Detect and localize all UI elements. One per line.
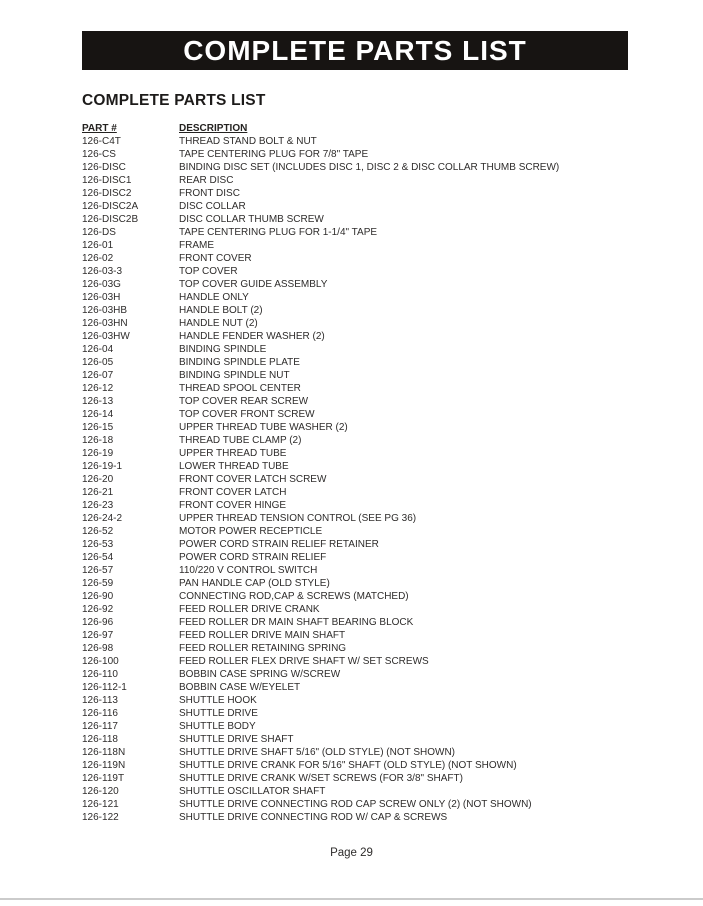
part-description: DISC COLLAR THUMB SCREW xyxy=(179,214,324,225)
table-header-row xyxy=(82,122,642,135)
part-number: 126-59 xyxy=(82,578,114,589)
part-number: 126-116 xyxy=(82,708,118,719)
table-row xyxy=(82,239,642,252)
part-description: REAR DISC xyxy=(179,175,234,186)
table-row xyxy=(82,382,642,395)
part-number: 126-07 xyxy=(82,370,114,381)
part-description: BINDING SPINDLE NUT xyxy=(179,370,290,381)
part-number: 126-DISC2A xyxy=(82,201,139,212)
table-row xyxy=(82,486,642,499)
page-bottom-edge xyxy=(0,898,703,900)
table-row xyxy=(82,343,642,356)
part-number: 126-118N xyxy=(82,747,126,758)
part-number: 126-02 xyxy=(82,253,114,264)
table-row xyxy=(82,694,642,707)
part-number: 126-CS xyxy=(82,149,116,160)
part-number: 126-03HB xyxy=(82,305,128,316)
part-description: POWER CORD STRAIN RELIEF xyxy=(179,552,327,563)
table-row xyxy=(82,148,642,161)
part-description: SHUTTLE DRIVE CONNECTING ROD CAP SCREW ONLY (2) (NOT SHOWN) xyxy=(179,799,532,810)
part-number: 126-05 xyxy=(82,357,114,368)
table-row xyxy=(82,473,642,486)
part-description: FEED ROLLER FLEX DRIVE SHAFT W/ SET SCREWS xyxy=(179,656,429,667)
part-description: TOP COVER FRONT SCREW xyxy=(179,409,315,420)
part-number: 126-54 xyxy=(82,552,114,563)
table-row xyxy=(82,447,642,460)
table-row xyxy=(82,135,642,148)
table-row xyxy=(82,668,642,681)
column-header-description: DESCRIPTION xyxy=(179,123,248,134)
part-description: FRONT COVER LATCH SCREW xyxy=(179,474,327,485)
part-description: HANDLE FENDER WASHER (2) xyxy=(179,331,325,342)
part-number: 126-03G xyxy=(82,279,121,290)
table-row xyxy=(82,811,642,824)
table-row xyxy=(82,759,642,772)
table-row xyxy=(82,291,642,304)
part-number: 126-01 xyxy=(82,240,114,251)
part-number: 126-118 xyxy=(82,734,118,745)
part-number: 126-DS xyxy=(82,227,116,238)
title-banner xyxy=(82,31,628,70)
part-number: 126-120 xyxy=(82,786,119,797)
part-number: 126-112-1 xyxy=(82,682,127,693)
part-description: HANDLE ONLY xyxy=(179,292,249,303)
part-number: 126-122 xyxy=(82,812,119,823)
part-number: 126-14 xyxy=(82,409,114,420)
part-description: THREAD TUBE CLAMP (2) xyxy=(179,435,302,446)
part-description: HANDLE BOLT (2) xyxy=(179,305,263,316)
table-row xyxy=(82,356,642,369)
table-row xyxy=(82,681,642,694)
table-row xyxy=(82,603,642,616)
part-description: MOTOR POWER RECEPTICLE xyxy=(179,526,323,537)
part-description: 110/220 V CONTROL SWITCH xyxy=(179,565,318,576)
part-description: SHUTTLE HOOK xyxy=(179,695,257,706)
part-number: 126-52 xyxy=(82,526,114,537)
part-description: SHUTTLE BODY xyxy=(179,721,256,732)
part-number: 126-03HN xyxy=(82,318,128,329)
part-number: 126-04 xyxy=(82,344,114,355)
part-number: 126-19-1 xyxy=(82,461,123,472)
table-row xyxy=(82,408,642,421)
table-row xyxy=(82,629,642,642)
table-row xyxy=(82,785,642,798)
part-description: SHUTTLE DRIVE xyxy=(179,708,258,719)
part-description: HANDLE NUT (2) xyxy=(179,318,258,329)
table-row xyxy=(82,226,642,239)
part-description: FRAME xyxy=(179,240,214,251)
part-description: THREAD STAND BOLT & NUT xyxy=(179,136,317,147)
part-description: SHUTTLE DRIVE CRANK W/SET SCREWS (FOR 3/8" SHAFT) xyxy=(179,773,463,784)
part-description: CONNECTING ROD,CAP & SCREWS (MATCHED) xyxy=(179,591,409,602)
part-number: 126-12 xyxy=(82,383,114,394)
part-description: BINDING SPINDLE PLATE xyxy=(179,357,300,368)
table-row xyxy=(82,317,642,330)
table-row xyxy=(82,655,642,668)
part-number: 126-97 xyxy=(82,630,114,641)
part-number: 126-21 xyxy=(82,487,114,498)
part-description: TOP COVER GUIDE ASSEMBLY xyxy=(179,279,328,290)
part-number: 126-DISC2B xyxy=(82,214,139,225)
part-number: 126-119N xyxy=(82,760,126,771)
table-row xyxy=(82,395,642,408)
table-row xyxy=(82,512,642,525)
table-row xyxy=(82,265,642,278)
table-row xyxy=(82,616,642,629)
parts-table xyxy=(82,122,642,824)
table-row xyxy=(82,590,642,603)
part-description: SHUTTLE DRIVE SHAFT 5/16" (OLD STYLE) (NOT SHOWN) xyxy=(179,747,456,758)
table-row xyxy=(82,421,642,434)
part-description: SHUTTLE DRIVE CRANK FOR 5/16" SHAFT (OLD STYLE) (NOT SHOWN) xyxy=(179,760,517,771)
table-row xyxy=(82,564,642,577)
part-number: 126-24-2 xyxy=(82,513,123,524)
table-row xyxy=(82,187,642,200)
part-number: 126-100 xyxy=(82,656,119,667)
part-number: 126-113 xyxy=(82,695,118,706)
part-number: 126-03HW xyxy=(82,331,130,342)
table-row xyxy=(82,304,642,317)
part-number: 126-53 xyxy=(82,539,114,550)
part-description: FRONT COVER xyxy=(179,253,252,264)
part-number: 126-110 xyxy=(82,669,118,680)
column-header-part: PART # xyxy=(82,123,117,134)
table-row xyxy=(82,746,642,759)
part-description: POWER CORD STRAIN RELIEF RETAINER xyxy=(179,539,379,550)
part-number: 126-03-3 xyxy=(82,266,123,277)
part-description: UPPER THREAD TENSION CONTROL (SEE PG 36) xyxy=(179,513,417,524)
part-description: SHUTTLE DRIVE CONNECTING ROD W/ CAP & SCREWS xyxy=(179,812,448,823)
table-row xyxy=(82,252,642,265)
part-description: FEED ROLLER RETAINING SPRING xyxy=(179,643,347,654)
part-number: 126-121 xyxy=(82,799,119,810)
table-rows xyxy=(82,135,642,824)
part-description: LOWER THREAD TUBE xyxy=(179,461,289,472)
table-row xyxy=(82,174,642,187)
table-row xyxy=(82,460,642,473)
table-row xyxy=(82,525,642,538)
table-row xyxy=(82,213,642,226)
part-description: TAPE CENTERING PLUG FOR 1-1/4" TAPE xyxy=(179,227,378,238)
part-number: 126-C4T xyxy=(82,136,121,147)
part-number: 126-98 xyxy=(82,643,114,654)
table-row xyxy=(82,200,642,213)
part-description: SHUTTLE DRIVE SHAFT xyxy=(179,734,294,745)
banner-title: COMPLETE PARTS LIST xyxy=(183,34,527,66)
table-row xyxy=(82,278,642,291)
part-number: 126-DISC2 xyxy=(82,188,132,199)
page-number: Page 29 xyxy=(330,847,373,859)
part-description: THREAD SPOOL CENTER xyxy=(179,383,301,394)
part-description: BINDING DISC SET (INCLUDES DISC 1, DISC 2 & DISC COLLAR THUMB SCREW) xyxy=(179,162,560,173)
part-number: 126-18 xyxy=(82,435,114,446)
part-number: 126-57 xyxy=(82,565,114,576)
part-description: BINDING SPINDLE xyxy=(179,344,267,355)
table-row xyxy=(82,798,642,811)
table-row xyxy=(82,772,642,785)
part-number: 126-119T xyxy=(82,773,125,784)
section-heading: COMPLETE PARTS LIST xyxy=(82,92,266,109)
part-description: FRONT COVER LATCH xyxy=(179,487,287,498)
part-description: FRONT DISC xyxy=(179,188,240,199)
part-number: 126-03H xyxy=(82,292,121,303)
table-row xyxy=(82,551,642,564)
part-number: 126-20 xyxy=(82,474,114,485)
part-number: 126-13 xyxy=(82,396,114,407)
part-number: 126-90 xyxy=(82,591,114,602)
part-description: FEED ROLLER DR MAIN SHAFT BEARING BLOCK xyxy=(179,617,414,628)
table-row xyxy=(82,642,642,655)
part-description: FEED ROLLER DRIVE MAIN SHAFT xyxy=(179,630,346,641)
table-row xyxy=(82,577,642,590)
part-description: SHUTTLE OSCILLATOR SHAFT xyxy=(179,786,326,797)
part-number: 126-DISC1 xyxy=(82,175,132,186)
table-row xyxy=(82,733,642,746)
part-number: 126-92 xyxy=(82,604,114,615)
part-number: 126-15 xyxy=(82,422,114,433)
table-row xyxy=(82,499,642,512)
table-row xyxy=(82,707,642,720)
part-description: DISC COLLAR xyxy=(179,201,246,212)
part-description: UPPER THREAD TUBE xyxy=(179,448,287,459)
part-description: FEED ROLLER DRIVE CRANK xyxy=(179,604,320,615)
part-number: 126-96 xyxy=(82,617,114,628)
part-description: UPPER THREAD TUBE WASHER (2) xyxy=(179,422,348,433)
part-description: FRONT COVER HINGE xyxy=(179,500,287,511)
part-description: PAN HANDLE CAP (OLD STYLE) xyxy=(179,578,330,589)
part-number: 126-19 xyxy=(82,448,114,459)
table-row xyxy=(82,330,642,343)
table-row xyxy=(82,720,642,733)
table-row xyxy=(82,369,642,382)
part-number: 126-DISC xyxy=(82,162,126,173)
part-number: 126-117 xyxy=(82,721,118,732)
table-row xyxy=(82,161,642,174)
part-number: 126-23 xyxy=(82,500,114,511)
table-row xyxy=(82,538,642,551)
part-description: BOBBIN CASE SPRING W/SCREW xyxy=(179,669,341,680)
part-description: TAPE CENTERING PLUG FOR 7/8" TAPE xyxy=(179,149,369,160)
part-description: TOP COVER xyxy=(179,266,238,277)
table-row xyxy=(82,434,642,447)
part-description: TOP COVER REAR SCREW xyxy=(179,396,309,407)
part-description: BOBBIN CASE W/EYELET xyxy=(179,682,301,693)
